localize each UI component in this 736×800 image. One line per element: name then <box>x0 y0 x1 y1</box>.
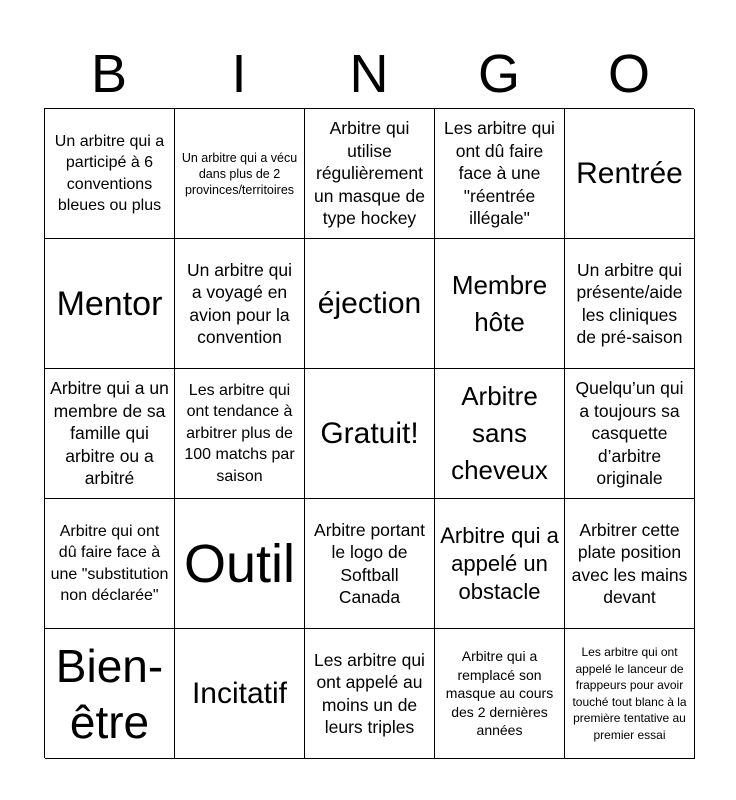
bingo-cell[interactable] <box>305 109 435 239</box>
bingo-header <box>44 44 694 104</box>
bingo-cell[interactable] <box>45 629 175 759</box>
cell-text: Arbitre qui a appelé un obstacle <box>440 522 559 604</box>
bingo-cell[interactable] <box>45 369 175 499</box>
cell-text: Rentrée <box>576 156 683 190</box>
cell-text: Outil <box>183 533 296 594</box>
header-letter-b: B <box>90 44 128 104</box>
cell-text: Les arbitre qui ont dû faire face à une "réentrée illégale" <box>444 118 555 229</box>
bingo-cell[interactable] <box>305 629 435 759</box>
bingo-cell[interactable] <box>565 369 695 499</box>
header-letter-n: N <box>349 44 389 104</box>
cell-text: éjection <box>317 286 422 320</box>
bingo-cell[interactable] <box>305 239 435 369</box>
bingo-cell[interactable] <box>565 629 695 759</box>
bingo-cell[interactable] <box>175 239 305 369</box>
cell-text: Arbitre qui a un membre de sa famille qui arbitre ou a arbitré <box>50 378 169 489</box>
cell-text: Un arbitre qui présente/aide les cliniques de pré-saison <box>576 259 683 347</box>
cell-text: Un arbitre qui a voyagé en avion pour la convention <box>186 259 293 347</box>
bingo-cell[interactable] <box>435 369 565 499</box>
bingo-board <box>44 108 694 758</box>
cell-text: Les arbitre qui ont tendance à arbitrer plus de 100 matchs par saison <box>184 381 295 485</box>
bingo-cell[interactable] <box>175 369 305 499</box>
cell-text: Membre hôte <box>451 269 548 337</box>
cell-text: Les arbitre qui ont appelé au moins un de leurs triples <box>314 649 425 737</box>
cell-text: Arbitre qui a remplacé son masque au cours des 2 dernières années <box>445 648 554 739</box>
bingo-cell[interactable] <box>305 369 435 499</box>
cell-text: Gratuit! <box>320 416 419 450</box>
cell-text: Arbitre qui utilise régulièrement un masque de type hockey <box>314 118 425 229</box>
bingo-cell[interactable] <box>175 629 305 759</box>
bingo-cell[interactable] <box>435 629 565 759</box>
header-letter-g: G <box>477 44 520 104</box>
cell-text: Arbitrer cette plate position avec les mains devant <box>571 519 688 607</box>
bingo-cell[interactable] <box>45 239 175 369</box>
cell-text: Arbitre portant le logo de Softball Canada <box>314 519 425 607</box>
cell-text: Incitatif <box>191 676 288 710</box>
cell-text: Quelqu’un qui a toujours sa casquette d’arbitre originale <box>575 378 684 489</box>
header-letter-o: O <box>607 44 650 104</box>
bingo-cell[interactable] <box>435 239 565 369</box>
cell-text: Mentor <box>56 284 163 323</box>
bingo-cell[interactable] <box>565 499 695 629</box>
bingo-cell[interactable] <box>435 109 565 239</box>
bingo-cell[interactable] <box>45 109 175 239</box>
bingo-cell[interactable] <box>175 109 305 239</box>
header-letter-i: I <box>231 44 247 104</box>
cell-text: Arbitre sans cheveux <box>451 381 548 485</box>
cell-text: Les arbitre qui ont appelé le lanceur de frappeurs pour avoir touché tout blanc à la première tentative au premier essai <box>572 645 687 742</box>
bingo-cell[interactable] <box>435 499 565 629</box>
bingo-cell[interactable] <box>305 499 435 629</box>
cell-text: Un arbitre qui a vécu dans plus de 2 provinces/territoires <box>181 150 298 197</box>
cell-text: Arbitre qui ont dû faire face à une "substitution non déclarée" <box>50 522 169 604</box>
bingo-cell[interactable] <box>565 239 695 369</box>
cell-text: Bien-être <box>55 639 164 748</box>
cell-text: Un arbitre qui a participé à 6 conventions bleues ou plus <box>54 132 165 214</box>
bingo-cell[interactable] <box>565 109 695 239</box>
bingo-cell[interactable] <box>175 499 305 629</box>
bingo-cell[interactable] <box>45 499 175 629</box>
